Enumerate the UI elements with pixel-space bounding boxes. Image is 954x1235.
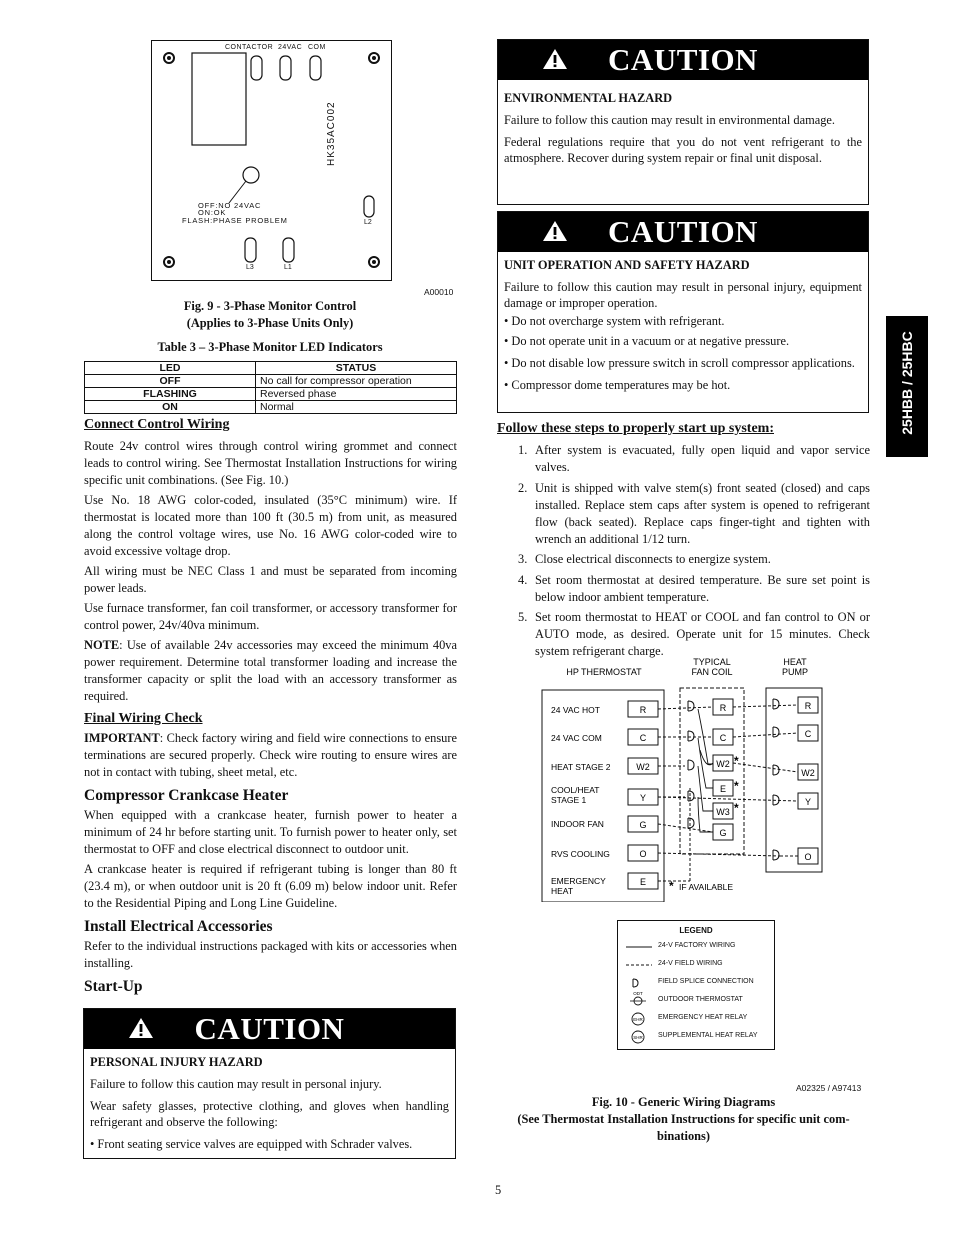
thermostat-label: COOL/HEAT [551,785,600,795]
pcb-label-contactor: CONTACTOR [225,44,274,51]
fig9-board [151,40,392,281]
note-label: NOTE [84,638,120,652]
pcb-status-on: ON:OK [198,208,227,217]
table-row [85,401,457,414]
fancoil-heading-1: TYPICAL [693,657,731,667]
thermostat-label: INDOOR FAN [551,819,604,829]
fancoil-terminal: C [719,733,727,743]
fancoil-terminal: G [719,828,727,838]
caution-bar [84,1009,455,1049]
odt-label: ODT [633,991,643,996]
legend-item: SUPPLEMENTAL HEAT RELAY [658,1032,758,1039]
caution-word: CAUTION [194,1011,345,1046]
thermostat-terminal: C [639,733,647,743]
caution-word: CAUTION [608,214,758,249]
fancoil-terminal: E [719,784,727,794]
caution-word: CAUTION [608,42,758,77]
hazard-title: PERSONAL INJURY HAZARD [90,1055,263,1069]
caution-bullet: • Do not disable low pressure switch in scroll compressor applications. [504,356,855,370]
thermostat-label: 24 VAC COM [551,733,602,743]
legend-symbols [620,937,660,1047]
step-text: After system is evacuated, fully open liquid and vapor service valves. [535,443,870,474]
thermostat-terminal: E [639,877,647,887]
warning-triangle-icon [542,220,568,242]
step-text: Set room thermostat at desired temperature. Be sure set point is below indoor ambient temperature. [535,572,870,604]
connect-note [84,637,457,705]
pcb-status-flash: FLASH:PHASE PROBLEM [182,216,288,225]
wiring-diagram [540,652,880,902]
star-mark: * [734,801,739,815]
pcb-label-24vac: 24VAC [278,44,303,51]
steps-list [497,442,870,660]
pcb-drawing [152,41,391,280]
important-label: IMPORTANT [84,731,160,745]
pcb-terminal-l2: L2 [364,219,372,226]
caution-bar [498,40,868,80]
star-mark: * [669,879,674,893]
fig10-caption-line1: Fig. 10 - Generic Wiring Diagrams [591,1095,776,1109]
pcb-terminal-l1: L1 [284,264,292,271]
legend-title: LEGEND [679,926,713,935]
startup-steps [497,420,870,664]
thermostat-label: HEAT [551,886,574,896]
final-wiring-text [84,730,457,781]
legend-item: 24-V FIELD WIRING [658,960,723,967]
pcb-part-number: HK35AC002 [326,101,337,166]
crankcase-p2: A crankcase heater is required if refrigerant tubing is longer than 80 ft (23.4 m), or when outdoor unit is 20 ft (6.09 m) below indoor unit. Refer to the Residential Piping and Long Line Guideline. [84,862,457,910]
thermostat-label: RVS COOLING [551,849,610,859]
note-text: : Use of available 24v accessories may exceed the minimum 40va power requirement. Determine total transformer loading and increase the transformer capacity or split the load with an accessory transformer as required. [84,638,457,703]
pcb-terminal-l3: L3 [246,264,254,271]
thermostat-terminal: R [639,705,647,715]
side-tab-label: 25HBB / 25HBC [899,331,915,435]
connect-p4: Use furnace transformer, fan coil transformer, or accessory transformer for control power, 24v/40va minimum. [84,601,457,632]
star-mark: * [734,754,739,768]
pcb-label-com: COM [308,44,326,51]
fancoil-terminal: W3 [716,807,730,817]
legend-item: 24-V FACTORY WIRING [658,942,736,949]
caution-p2: Wear safety glasses, protective clothing, and gloves when handling refrigerant and observe the following: [90,1099,449,1129]
heatpump-terminal: R [804,701,812,711]
fig9-caption-line1: Fig. 9 - 3-Phase Monitor Control [183,299,357,313]
caution-p1: Failure to follow this caution may result in personal injury. [90,1077,382,1091]
list-item: 3. Close electrical disconnects to energize system. [518,552,771,566]
step-text: Set room thermostat to HEAT or COOL and fan control to ON or AUTO mode, as desired. Operate unit for 15 minutes. Check system refrigerant charge. [535,610,870,658]
fancoil-terminal: R [719,703,727,713]
list-item: 4. Set room thermostat at desired temperature. Be sure set point is below indoor ambient temperature. [518,572,870,604]
connect-p1: Route 24v control wires through control wiring grommet and connect leads to control wiring. See Thermostat Installation Instructions for wiring specific unit combinations. (See Fig. 10.) [84,439,457,487]
page-number: 5 [495,1183,502,1197]
accessories-text: Refer to the individual instructions packaged with kits or accessories when installing. [84,939,457,970]
fancoil-heading-2: FAN COIL [691,667,733,677]
factory-wiring [698,709,713,832]
shr-label: SHR [633,1035,643,1040]
heatpump-heading-2: PUMP [781,667,809,677]
thermostat-label: 24 VAC HOT [551,705,600,715]
status-header: STATUS [256,362,457,375]
caution-p2: Federal regulations require that you do not vent refrigerant to the atmosphere. Recover during system repair or final unit disposal. [504,135,862,165]
heatpump-heading-1: HEAT [783,657,807,667]
led-cell: FLASHING [85,388,256,401]
caution-personal-injury [83,1008,456,1159]
heatpump-terminal: W2 [801,768,815,778]
caution-body [84,1049,455,1152]
connect-p3: All wiring must be NEC Class 1 and must be separated from incoming power leads. [84,564,457,595]
fig9-caption [84,298,456,332]
legend-item: FIELD SPLICE CONNECTION [658,978,754,985]
thermostat-terminal: W2 [636,762,650,772]
fig9-caption-line2: (Applies to 3-Phase Units Only) [186,316,354,330]
status-cell: Reversed phase [256,388,457,401]
heatpump-terminal: C [804,729,812,739]
crankcase-p1: When equipped with a crankcase heater, furnish power to heater a minimum of 24 hr before starting unit. To furnish power to heater only, set thermostat to OFF and close electrical disconnect to outdoor unit. [84,808,457,856]
pcb-status-off: OFF:NO 24VAC [198,201,262,210]
caution-bullet: • Do not overcharge system with refrigerant. [504,314,725,328]
caution-p1: Failure to follow this caution may result in personal injury, equipment damage or improper operation. [504,280,862,310]
hazard-title: ENVIRONMENTAL HAZARD [504,91,673,105]
caution-body [498,80,868,166]
warning-triangle-icon [542,48,568,70]
status-cell: No call for compressor operation [256,375,457,388]
caution-body [498,252,868,393]
thermostat-terminal: Y [639,793,647,803]
caution-unit-operation [497,211,869,413]
step-text: Close electrical disconnects to energize system. [535,552,771,566]
startup-heading: Start-Up [84,978,143,995]
led-cell: ON [85,401,256,414]
legend-item: EMERGENCY HEAT RELAY [658,1014,748,1021]
heatpump-terminal: O [804,852,812,862]
led-table [84,361,457,414]
list-item: 5. Set room thermostat to HEAT or COOL and fan control to ON or AUTO mode, as desired. Operate unit for 15 minutes. Check system refrigerant charge. [518,610,870,658]
thermostat-label: EMERGENCY [551,876,606,886]
step-text: Unit is shipped with valve stem(s) front seated (closed) and caps installed. Replace stem caps after system is opened to refrigerant flow (back seated). Replace caps finger-tight and tighten with wrench an additional 1/12 turn. [535,480,870,546]
fig10-caption-line2: (See Thermostat Installation Instructions for specific unit com- [517,1112,850,1126]
ehr-label: EHR [633,1017,643,1022]
side-tab [886,316,928,457]
hp-thermostat-heading: HP THERMOSTAT [566,667,642,677]
fig10-caption [495,1094,872,1145]
important-text: : Check factory wiring and field wire connections to ensure terminations are secured properly. Check wire routing to ensure wires are not in contact with tubing, sheet metal, etc. [84,731,457,779]
connect-p2: Use No. 18 AWG color-coded, insulated (35°C minimum) wire. If thermostat is located more than 100 ft (30.5 m) from unit, as measured along the control voltage wires, use No. 16 AWG color-coded wire to avoid excessive voltage drop. [84,493,457,558]
status-cell: Normal [256,401,457,414]
fancoil-terminal: W2 [716,759,730,769]
accessories-heading: Install Electrical Accessories [84,918,273,935]
caution-p1: Failure to follow this caution may result in environmental damage. [504,113,836,127]
table-row [85,388,457,401]
thermostat-label: HEAT STAGE 2 [551,762,611,772]
crankcase-heading: Compressor Crankcase Heater [84,787,289,804]
fig9-code: A00010 [424,287,454,297]
connect-wiring-heading: Connect Control Wiring [84,417,230,432]
if-available-label: IF AVAILABLE [679,882,734,892]
heatpump-terminal: Y [804,797,812,807]
list-item: 2. Unit is shipped with valve stem(s) front seated (closed) and caps installed. Replace stem caps after system is opened to refrigerant flow (back seated). Replace caps finger-tight and tighten with wrench an additional 1/12 turn. [518,480,870,546]
led-cell: OFF [85,375,256,388]
final-wiring-heading: Final Wiring Check [84,711,203,726]
caution-bullet: • Compressor dome temperatures may be hot. [504,378,731,392]
caution-bar [498,212,868,252]
thermostat-terminal: G [639,820,647,830]
caution-bullet: • Do not operate unit in a vacuum or at negative pressure. [504,334,790,348]
thermostat-terminal: O [639,849,647,859]
list-item: 1. After system is evacuated, fully open liquid and vapor service valves. [518,443,870,474]
warning-triangle-icon [128,1017,154,1039]
table-row [85,375,457,388]
legend-box [617,920,775,1050]
thermostat-label: STAGE 1 [551,795,587,805]
led-header: LED [85,362,256,375]
star-mark: * [734,779,739,793]
hazard-title: UNIT OPERATION AND SAFETY HAZARD [504,258,750,272]
left-column-text [84,416,457,995]
steps-heading: Follow these steps to properly start up system: [497,421,774,436]
table3-title: Table 3 – 3-Phase Monitor LED Indicators [157,340,383,354]
fig10-code: A02325 / A97413 [796,1083,862,1093]
fig10-caption-line3: binations) [656,1129,711,1143]
caution-environmental [497,39,869,205]
field-wiring [658,705,798,881]
caution-p3: • Front seating service valves are equipped with Schrader valves. [90,1137,413,1151]
legend-item: OUTDOOR THERMOSTAT [658,996,743,1003]
